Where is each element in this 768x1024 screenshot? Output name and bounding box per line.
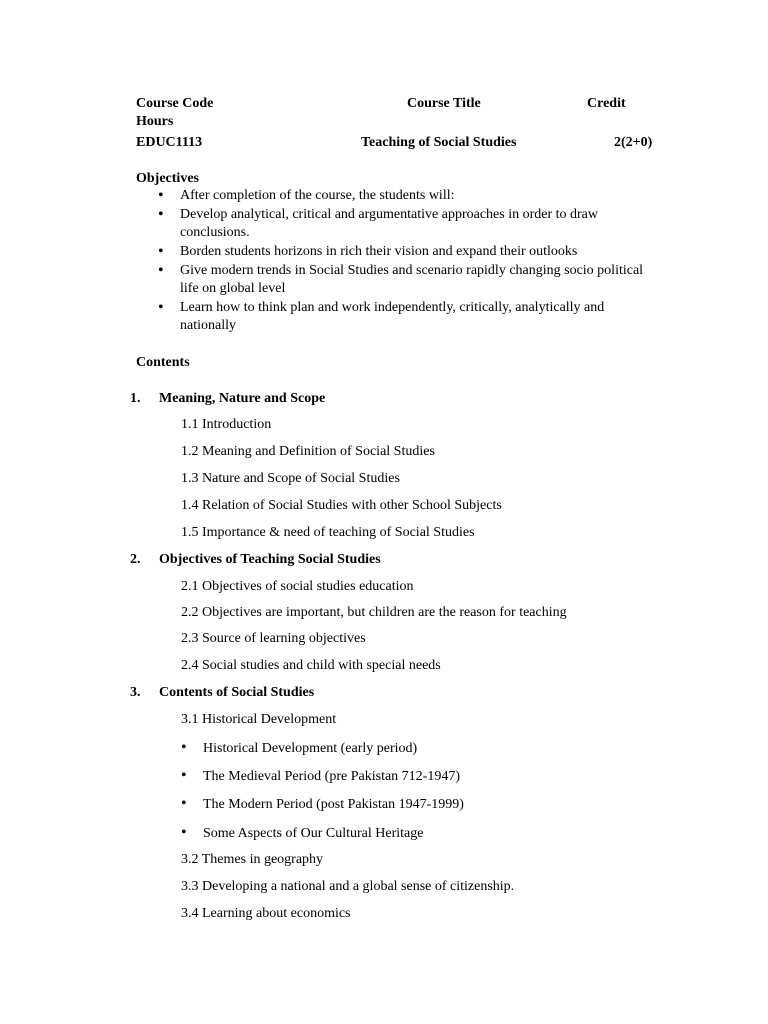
bullet-icon: • [181, 739, 187, 756]
sub-bullet-item [181, 824, 423, 843]
sub-bullet-text: The Modern Period (post Pakistan 1947-1999) [203, 797, 464, 812]
section-title-text: Objectives of Teaching Social Studies [159, 552, 381, 567]
sub-bullet-text: Historical Development (early period) [203, 741, 418, 756]
header-credit-label: Credit [587, 96, 626, 111]
objectives-heading: Objectives [136, 171, 199, 186]
section-title-text: Contents of Social Studies [159, 685, 315, 700]
objective-item: • Learn how to think plan and work independently, critically, analytically and nationally [158, 299, 648, 335]
header-course-title-label: Course Title [407, 96, 481, 111]
header-course-code-label: Course Code [136, 96, 214, 111]
credit-hours-value: 2(2+0) [614, 135, 653, 150]
course-code-value: EDUC1113 [136, 135, 203, 150]
header-hours-label: Hours [136, 114, 174, 129]
subsection-item: 2.1 Objectives of social studies education [181, 579, 414, 594]
subsection-item: 2.4 Social studies and child with special needs [181, 658, 441, 673]
objective-item: • Give modern trends in Social Studies and scenario rapidly changing socio political life on global level [158, 262, 648, 298]
sub-bullet-item [181, 767, 460, 786]
subsection-item: 1.4 Relation of Social Studies with other School Subjects [181, 498, 502, 513]
objective-item: • After completion of the course, the students will: [158, 187, 648, 205]
section-title [130, 684, 314, 702]
subsection-item: 2.3 Source of learning objectives [181, 631, 366, 646]
subsection-item: 2.2 Objectives are important, but children are the reason for teaching [181, 605, 567, 620]
objectives-list [158, 187, 648, 336]
subsection-item: 3.4 Learning about economics [181, 906, 351, 921]
sub-bullet-text: The Medieval Period (pre Pakistan 712-1947) [203, 769, 460, 784]
sub-bullet-item [181, 795, 464, 814]
sub-bullet-item [181, 739, 417, 758]
sub-bullet-text: Some Aspects of Our Cultural Heritage [203, 826, 424, 841]
subsection-item: 1.1 Introduction [181, 417, 272, 432]
bullet-icon: • [181, 824, 187, 841]
section-number: 2. [130, 552, 141, 567]
section-title [130, 551, 381, 569]
subsection-item: 3.3 Developing a national and a global sense of citizenship. [181, 879, 515, 894]
subsection-item: 1.2 Meaning and Definition of Social Studies [181, 444, 435, 459]
course-title-value: Teaching of Social Studies [361, 135, 517, 150]
subsection-item: 3.2 Themes in geography [181, 852, 324, 867]
section-number: 1. [130, 391, 141, 406]
contents-heading: Contents [136, 355, 190, 370]
section-number: 3. [130, 685, 141, 700]
section-title-text: Meaning, Nature and Scope [159, 391, 326, 406]
bullet-icon: • [181, 767, 187, 784]
objective-item: • Develop analytical, critical and argumentative approaches in order to draw conclusions. [158, 206, 648, 242]
objective-item: • Borden students horizons in rich their vision and expand their outlooks [158, 243, 648, 261]
bullet-icon: • [181, 795, 187, 812]
subsection-item: 1.5 Importance & need of teaching of Social Studies [181, 525, 475, 540]
section-title [130, 390, 325, 408]
subsection-item: 1.3 Nature and Scope of Social Studies [181, 471, 400, 486]
subsection-item: 3.1 Historical Development [181, 712, 337, 727]
